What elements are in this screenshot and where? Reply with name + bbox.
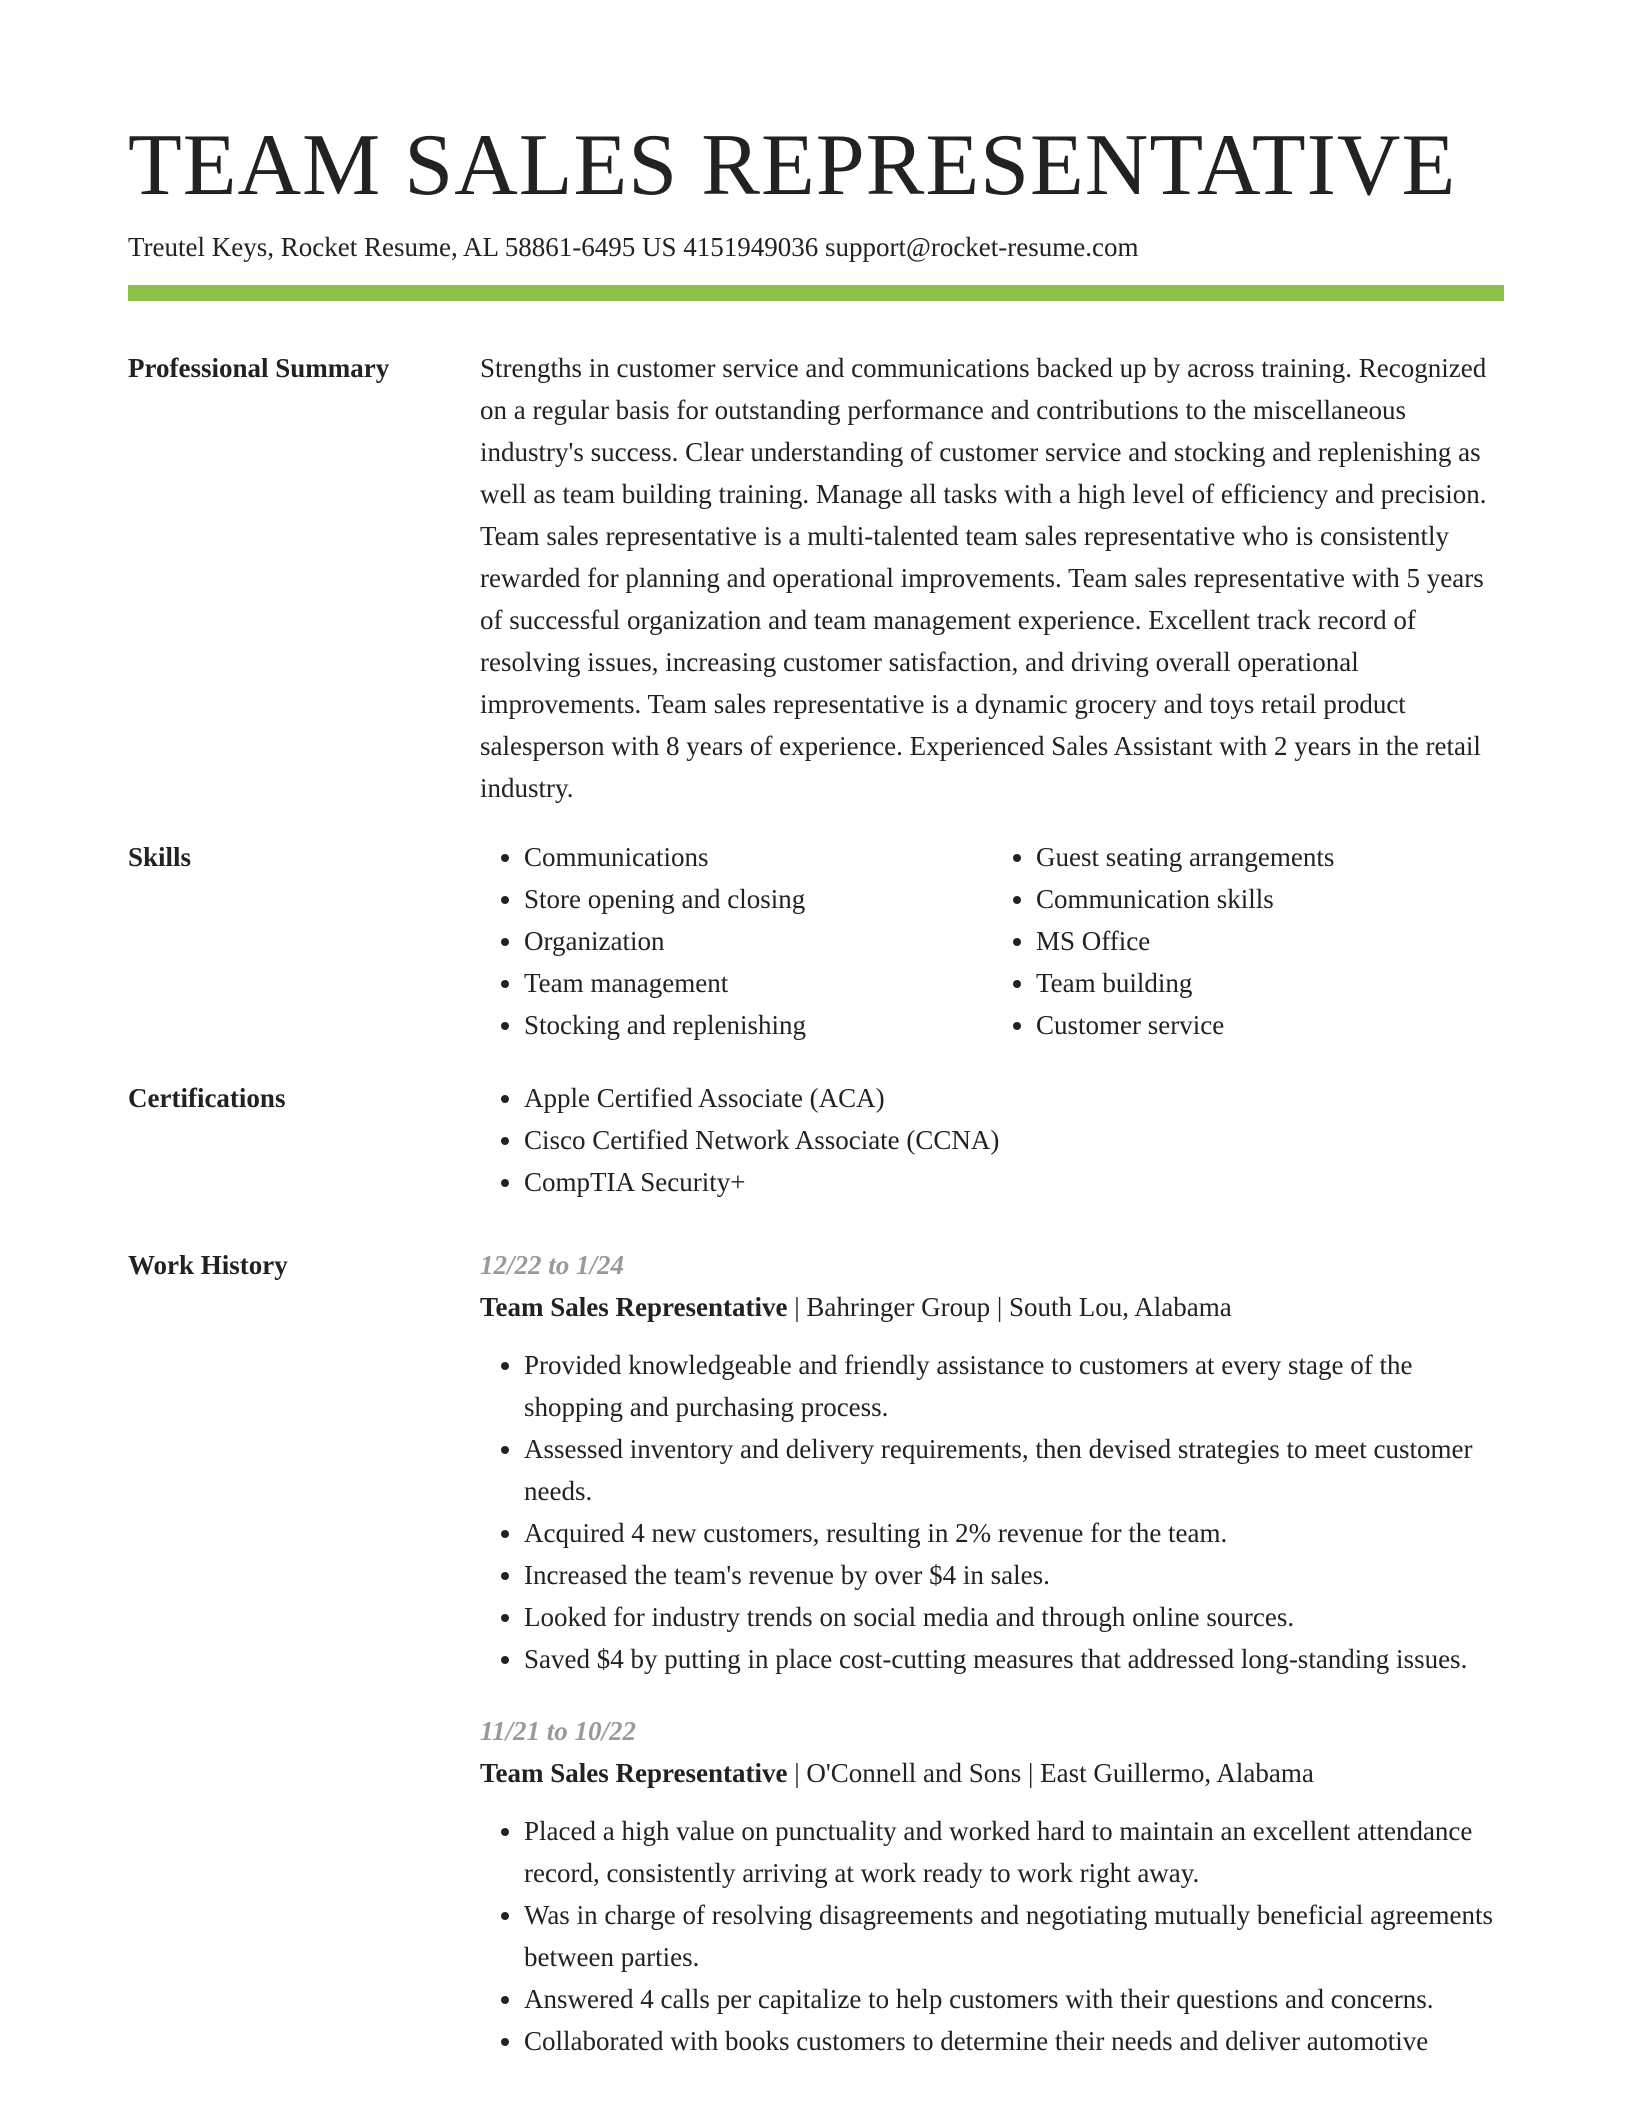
list-item: • Store opening and closing — [524, 878, 992, 920]
list-item: • Collaborated with books customers to determine their needs and deliver automotive — [524, 2020, 1504, 2062]
job-details: | O'Connell and Sons | East Guillermo, Alabama — [787, 1758, 1314, 1788]
summary-label: Professional Summary — [128, 353, 390, 383]
work-history-content — [480, 1244, 1504, 2062]
certifications-list — [480, 1077, 1504, 1203]
list-item: • Team building — [1036, 962, 1504, 1004]
job-dates: 11/21 to 10/22 — [480, 1716, 637, 1746]
job-heading — [480, 1752, 1504, 1794]
list-item: • Organization — [524, 920, 992, 962]
list-item: • Team management — [524, 962, 992, 1004]
contact-line: Treutel Keys, Rocket Resume, AL 58861-6495 US 4151949036 support@rocket-resume.com — [128, 232, 1139, 262]
list-item: • Increased the team's revenue by over $4 in sales. — [524, 1554, 1504, 1596]
list-item: • Apple Certified Associate (ACA) — [524, 1077, 1504, 1119]
resume-title: TEAM SALES REPRESENTATIVE — [128, 117, 1457, 214]
list-item: • CompTIA Security+ — [524, 1161, 1504, 1203]
job-bullets — [480, 1344, 1504, 1680]
summary-text: Strengths in customer service and communications backed up by across training. Recognized on a regular basis for outstanding performance and contributions to the miscellaneous industry's success. Clear understanding of customer service and stocking and replenishing as well as team building training. Manage all tasks with a high level of efficiency and precision. Team sales representative is a multi-talented team sales representative who is consistently rewarded for planning and operational improvements. Team sales representative with 5 years of successful organization and team management experience. Excellent track record of resolving issues, increasing customer satisfaction, and driving overall operational improvements. Team sales representative is a dynamic grocery and toys retail product salesperson with 8 years of experience. Experienced Sales Assistant with 2 years in the retail industry. — [480, 353, 1487, 803]
list-item: • Acquired 4 new customers, resulting in 2% revenue for the team. — [524, 1512, 1504, 1554]
list-item: • Guest seating arrangements — [1036, 836, 1504, 878]
summary-content — [480, 347, 1504, 809]
certifications-label: Certifications — [128, 1083, 286, 1113]
list-item: • Saved $4 by putting in place cost-cutting measures that addressed long-standing issues. — [524, 1638, 1504, 1680]
job-heading — [480, 1286, 1504, 1328]
list-item: • Provided knowledgeable and friendly assistance to customers at every stage of the shopping and purchasing process. — [524, 1344, 1504, 1428]
list-item: • MS Office — [1036, 920, 1504, 962]
job-entry — [480, 1244, 1504, 1680]
list-item: • Customer service — [1036, 1004, 1504, 1046]
skills-list-left — [480, 836, 992, 1046]
list-item: • Communications — [524, 836, 992, 878]
list-item: • Answered 4 calls per capitalize to help customers with their questions and concerns. — [524, 1978, 1504, 2020]
list-item: • Placed a high value on punctuality and worked hard to maintain an excellent attendance record, consistently arriving at work ready to work right away. — [524, 1810, 1504, 1894]
list-item: • Looked for industry trends on social media and through online sources. — [524, 1596, 1504, 1638]
skills-content — [480, 836, 1504, 1046]
list-item: • Stocking and replenishing — [524, 1004, 992, 1046]
job-title: Team Sales Representative — [480, 1758, 788, 1788]
job-bullets — [480, 1810, 1504, 2062]
list-item: • Cisco Certified Network Associate (CCNA) — [524, 1119, 1504, 1161]
skills-list-right — [992, 836, 1504, 1046]
work-history-label: Work History — [128, 1250, 288, 1280]
list-item: • Assessed inventory and delivery requirements, then devised strategies to meet customer needs. — [524, 1428, 1504, 1512]
list-item: • Communication skills — [1036, 878, 1504, 920]
accent-divider — [128, 285, 1504, 301]
job-details: | Bahringer Group | South Lou, Alabama — [787, 1292, 1232, 1322]
certifications-content — [480, 1077, 1504, 1203]
job-title: Team Sales Representative — [480, 1292, 788, 1322]
skills-label: Skills — [128, 842, 192, 872]
list-item: • Was in charge of resolving disagreements and negotiating mutually beneficial agreements between parties. — [524, 1894, 1504, 1978]
job-entry — [480, 1710, 1504, 2062]
job-dates: 12/22 to 1/24 — [480, 1250, 625, 1280]
